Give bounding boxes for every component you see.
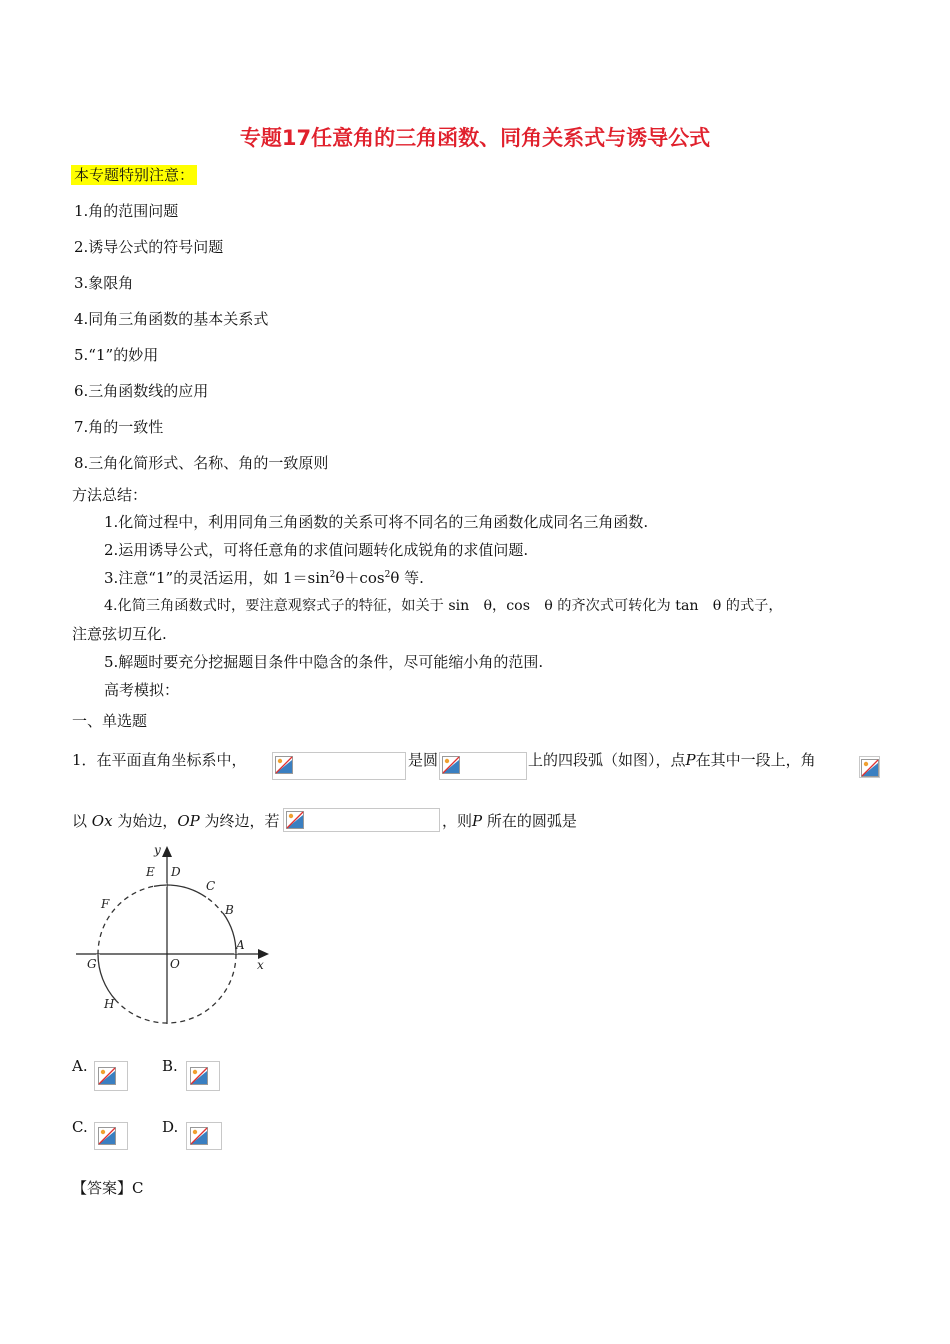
label-g: G [87,957,97,971]
arc-mask [171,885,206,897]
notice-heading [71,164,197,185]
gaokao-heading: 高考模拟： [104,681,180,699]
broken-image-icon [275,756,293,774]
question-text-part: 为始边， [112,812,178,830]
note-item: 6.三角函数线的应用 [74,382,209,400]
method-item: 4.化简三角函数式时，要注意观察式子的特征，如关于 sin θ，cos θ 的齐次式可转化为 tan θ 的式子， [104,598,783,614]
label-y: y [154,843,161,857]
note-item: 8.三角化简形式、名称、角的一致原则 [74,454,329,472]
question-text-part: 在其中一段上，角 [695,751,816,769]
variable-p: P [472,812,483,830]
method-text: 3.注意“1”的灵活运用，如 1＝sin [104,569,330,587]
question-text-part: 以 [72,812,92,830]
label-a: A [236,938,245,952]
option-label-a: A. [72,1057,88,1075]
option-b-image[interactable] [186,1061,220,1091]
question-text-part: 所在的圆弧是 [482,812,577,830]
method-item: 1.化简过程中，利用同角三角函数的关系可将不同名的三角函数化成同名三角函数. [104,513,649,531]
label-f: F [101,897,110,911]
broken-image-icon [442,756,460,774]
question-text-part: 为终边，若 [199,812,280,830]
label-b: B [225,903,234,917]
label-d: D [171,865,181,879]
arc-mask [223,913,236,954]
variable-ox: Ox [91,812,113,830]
label-e: E [146,865,155,879]
broken-image-icon [286,811,304,829]
broken-image-icon [190,1067,208,1085]
notice-heading-text: 本专题特别注意： [71,165,197,185]
option-a-image[interactable] [94,1061,128,1091]
formula-image [272,752,406,780]
broken-image-icon [190,1127,208,1145]
question-text: 是圆 [408,751,439,769]
option-label-c: C. [72,1118,88,1136]
method-text: θ＋cos [335,569,385,587]
note-item: 4.同角三角函数的基本关系式 [74,310,269,328]
answer-text: 【答案】C [72,1179,144,1197]
note-item: 3.象限角 [74,274,134,292]
label-o: O [170,957,180,971]
y-axis-arrow [162,846,172,857]
label-h: H [104,997,115,1011]
note-item: 7.角的一致性 [74,418,164,436]
note-item: 1.角的范围问题 [74,202,179,220]
arc-mask [98,954,116,1001]
option-label-b: B. [162,1057,178,1075]
question-text [442,810,577,831]
label-c: C [206,879,216,893]
unit-circle-figure [70,838,280,1028]
question-text-part: ，则 [442,812,473,830]
method-text: θ 等. [390,569,424,587]
broken-image-icon [861,759,879,777]
variable-op: OP [177,812,200,830]
method-item: 5.解题时要充分挖掘题目条件中隐含的条件，尽可能缩小角的范围. [104,653,544,671]
formula-image [859,756,880,778]
broken-image-icon [98,1127,116,1145]
question-text: 1．在平面直角坐标系中， [72,751,247,769]
broken-image-icon [98,1067,116,1085]
method-item [104,567,424,588]
option-label-d: D. [162,1118,179,1136]
section-heading: 一、单选题 [72,712,148,730]
page-title: 专题17任意角的三角函数、同角关系式与诱导公式 [239,126,711,150]
superscript: 2 [329,570,336,580]
superscript: 2 [384,570,391,580]
question-text [72,810,280,831]
label-x: x [257,958,264,972]
option-d-image[interactable] [186,1122,222,1150]
method-heading: 方法总结： [72,486,148,504]
formula-image [283,808,440,832]
variable-p: P [685,751,696,769]
method-item: 注意弦切互化. [72,625,167,643]
option-c-image[interactable] [94,1122,128,1150]
method-item: 2.运用诱导公式，可将任意角的求值问题转化成锐角的求值问题. [104,541,529,559]
note-item: 5.“1”的妙用 [74,346,159,364]
formula-image [439,752,527,780]
question-text-part: 上的四段弧（如图），点 [528,751,686,769]
question-text [528,749,816,770]
note-item: 2.诱导公式的符号问题 [74,238,224,256]
